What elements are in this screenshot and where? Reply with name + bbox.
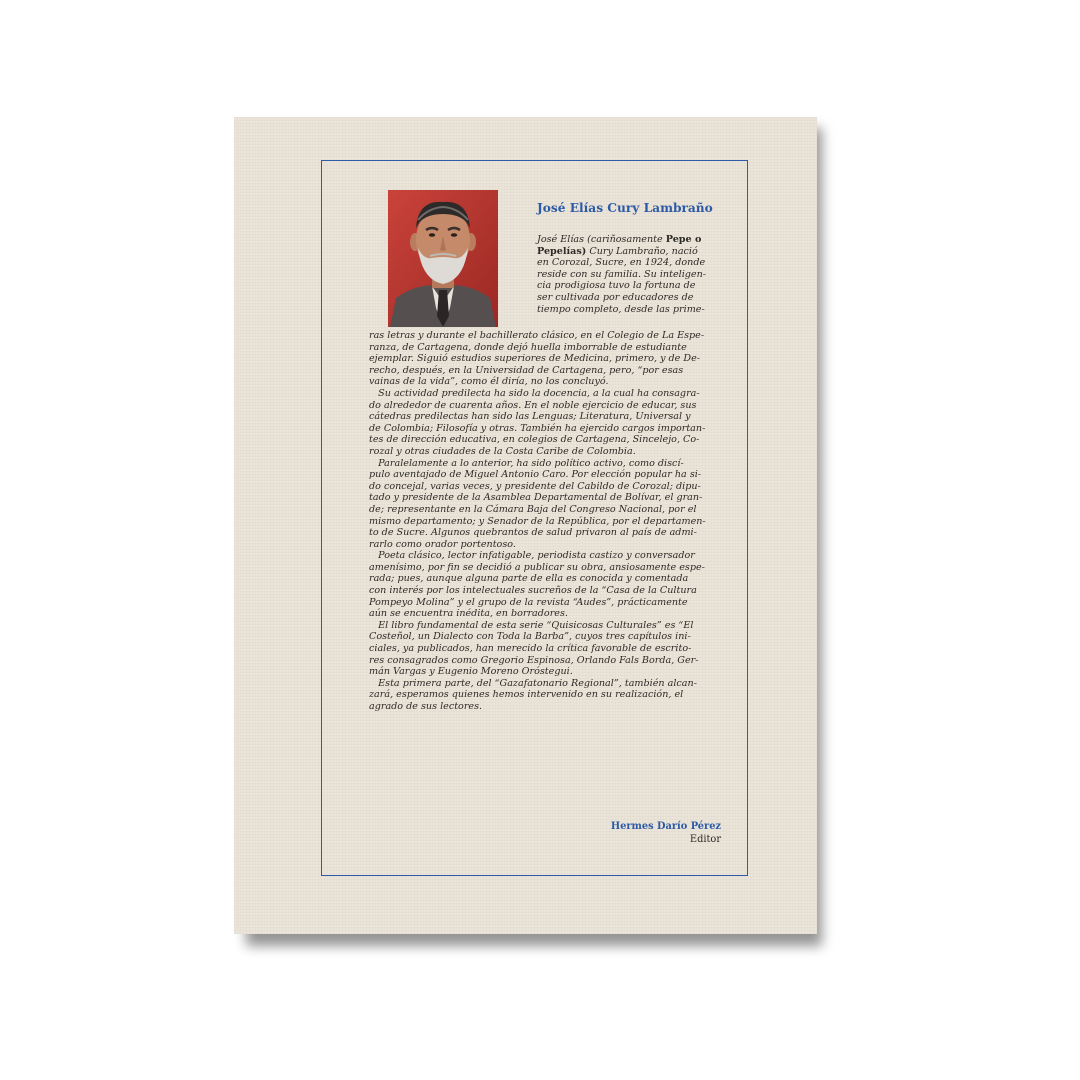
bio-text: tiempo completo, desde las prime-: [537, 303, 705, 315]
bio-line: ras letras y durante el bachillerato clásico, en el Colegio de La Espe-: [369, 330, 705, 341]
bio-line: [537, 280, 706, 292]
bio-text: Cury Lambraño, nació: [586, 245, 698, 257]
bio-paragraph: [369, 458, 706, 551]
bio-line: Paralelamente a lo anterior, ha sido político activo, como discí-: [369, 457, 684, 469]
bio-line: [537, 257, 706, 269]
bio-line: Su actividad predilecta ha sido la docencia, a la cual ha consagra-: [369, 387, 700, 399]
bio-paragraph: [369, 330, 706, 388]
bio-line: mán Vargas y Eugenio Moreno Oróstegui.: [369, 666, 573, 678]
bio-line: cátedras predilectas han sido las Lenguas; Literatura, Universal y: [369, 411, 691, 423]
editor-role: Editor: [689, 833, 721, 845]
bio-line: mismo departamento; y Senador de la República, por el departamen-: [369, 515, 706, 527]
bio-text: ser cultivada por educadores de: [537, 291, 694, 303]
bio-paragraph: [369, 678, 706, 713]
bio-line: res consagrados como Gregorio Espinosa, Orlando Fals Borda, Ger-: [369, 654, 699, 666]
bio-line: El libro fundamental de esta serie “Quisicosas Culturales” es “El: [369, 619, 694, 631]
bio-text: reside con su familia. Su inteligen-: [537, 268, 707, 280]
bio-line: [537, 304, 706, 316]
bio-line: de; representante en la Cámara Baja del Congreso Nacional, por el: [369, 503, 697, 515]
bio-line: Esta primera parte, del “Gazafatonario Regional”, también alcan-: [369, 677, 697, 689]
bio-line: ranza, de Cartagena, donde dejó huella imborrable de estudiante: [369, 341, 687, 353]
bio-line: ciales, ya publicados, han merecido la crítica favorable de escrito-: [369, 643, 692, 655]
editor-name: Hermes Darío Pérez: [610, 821, 721, 832]
bio-line: tes de dirección educativa, en colegios de Cartagena, Sincelejo, Co-: [369, 434, 700, 446]
bio-line: pulo aventajado de Miguel Antonio Caro. Por elección popular ha si-: [369, 469, 702, 481]
bio-emphasis: Pepelías): [537, 245, 587, 257]
bio-line: Pompeyo Molina” y el grupo de la revista “Audes”, prácticamente: [369, 596, 688, 608]
bio-line: Poeta clásico, lector infatigable, periodista castizo y conversador: [369, 550, 695, 562]
bio-line: do concejal, varias veces, y presidente del Cabildo de Corozal; dipu-: [369, 480, 701, 492]
bio-line: rada; pues, aunque alguna parte de ella es conocida y comentada: [369, 573, 689, 585]
text-frame: [321, 160, 748, 876]
author-title: José Elías Cury Lambraño: [537, 201, 713, 215]
bio-text: en Corozal, Sucre, en 1924, donde: [537, 257, 706, 269]
bio-line: tado y presidente de la Asamblea Departamental de Bolívar, el gran-: [369, 492, 703, 504]
bio-lead: [537, 234, 706, 315]
bio-line: amenísimo, por fin se decidió a publicar su obra, ansiosamente espe-: [369, 561, 705, 573]
bio-line: de Colombia; Filosofía y otras. También ha ejercido cargos importan-: [369, 422, 706, 434]
editor-signature: [611, 821, 721, 846]
bio-line: Costeñol, un Dialecto con Toda la Barba”, cuyos tres capítulos ini-: [369, 631, 691, 643]
bio-line: agrado de sus lectores.: [369, 701, 483, 712]
bio-line: rozal y otras ciudades de la Costa Caribe de Colombia.: [369, 445, 636, 457]
author-portrait: [388, 190, 498, 327]
bio-text: cia prodigiosa tuvo la fortuna de: [537, 280, 696, 292]
bio-line: [537, 246, 706, 258]
bio-line: [537, 269, 706, 281]
bio-body: [369, 330, 706, 713]
bio-line: vainas de la vida”, como él diría, no los concluyó.: [369, 376, 609, 388]
bio-line: aún se encuentra inédita, en borradores.: [369, 608, 568, 620]
bio-line: con interés por los intelectuales sucreños de la “Casa de la Cultura: [369, 585, 697, 597]
bio-paragraph: [369, 388, 706, 458]
bio-line: [537, 292, 706, 304]
bio-line: to de Sucre. Algunos quebrantos de salud privaron al país de admi-: [369, 527, 697, 539]
bio-line: [537, 234, 706, 246]
bio-line: rarlo como orador portentoso.: [369, 538, 516, 550]
bio-line: ejemplar. Siguió estudios superiores de Medicina, primero, y de De-: [369, 353, 701, 365]
bio-paragraph: [369, 550, 706, 620]
bio-text: José Elías (cariñosamente: [537, 234, 666, 245]
bio-paragraph: [369, 620, 706, 678]
bio-emphasis: Pepe o: [665, 234, 702, 245]
bio-line: do alrededor de cuarenta años. En el noble ejercicio de educar, sus: [369, 399, 697, 411]
book-back-cover: [234, 117, 817, 934]
bio-line: zará, esperamos quienes hemos intervenido en su realización, el: [369, 689, 684, 701]
bio-line: recho, después, en la Universidad de Cartagena, pero, “por esas: [369, 364, 684, 376]
